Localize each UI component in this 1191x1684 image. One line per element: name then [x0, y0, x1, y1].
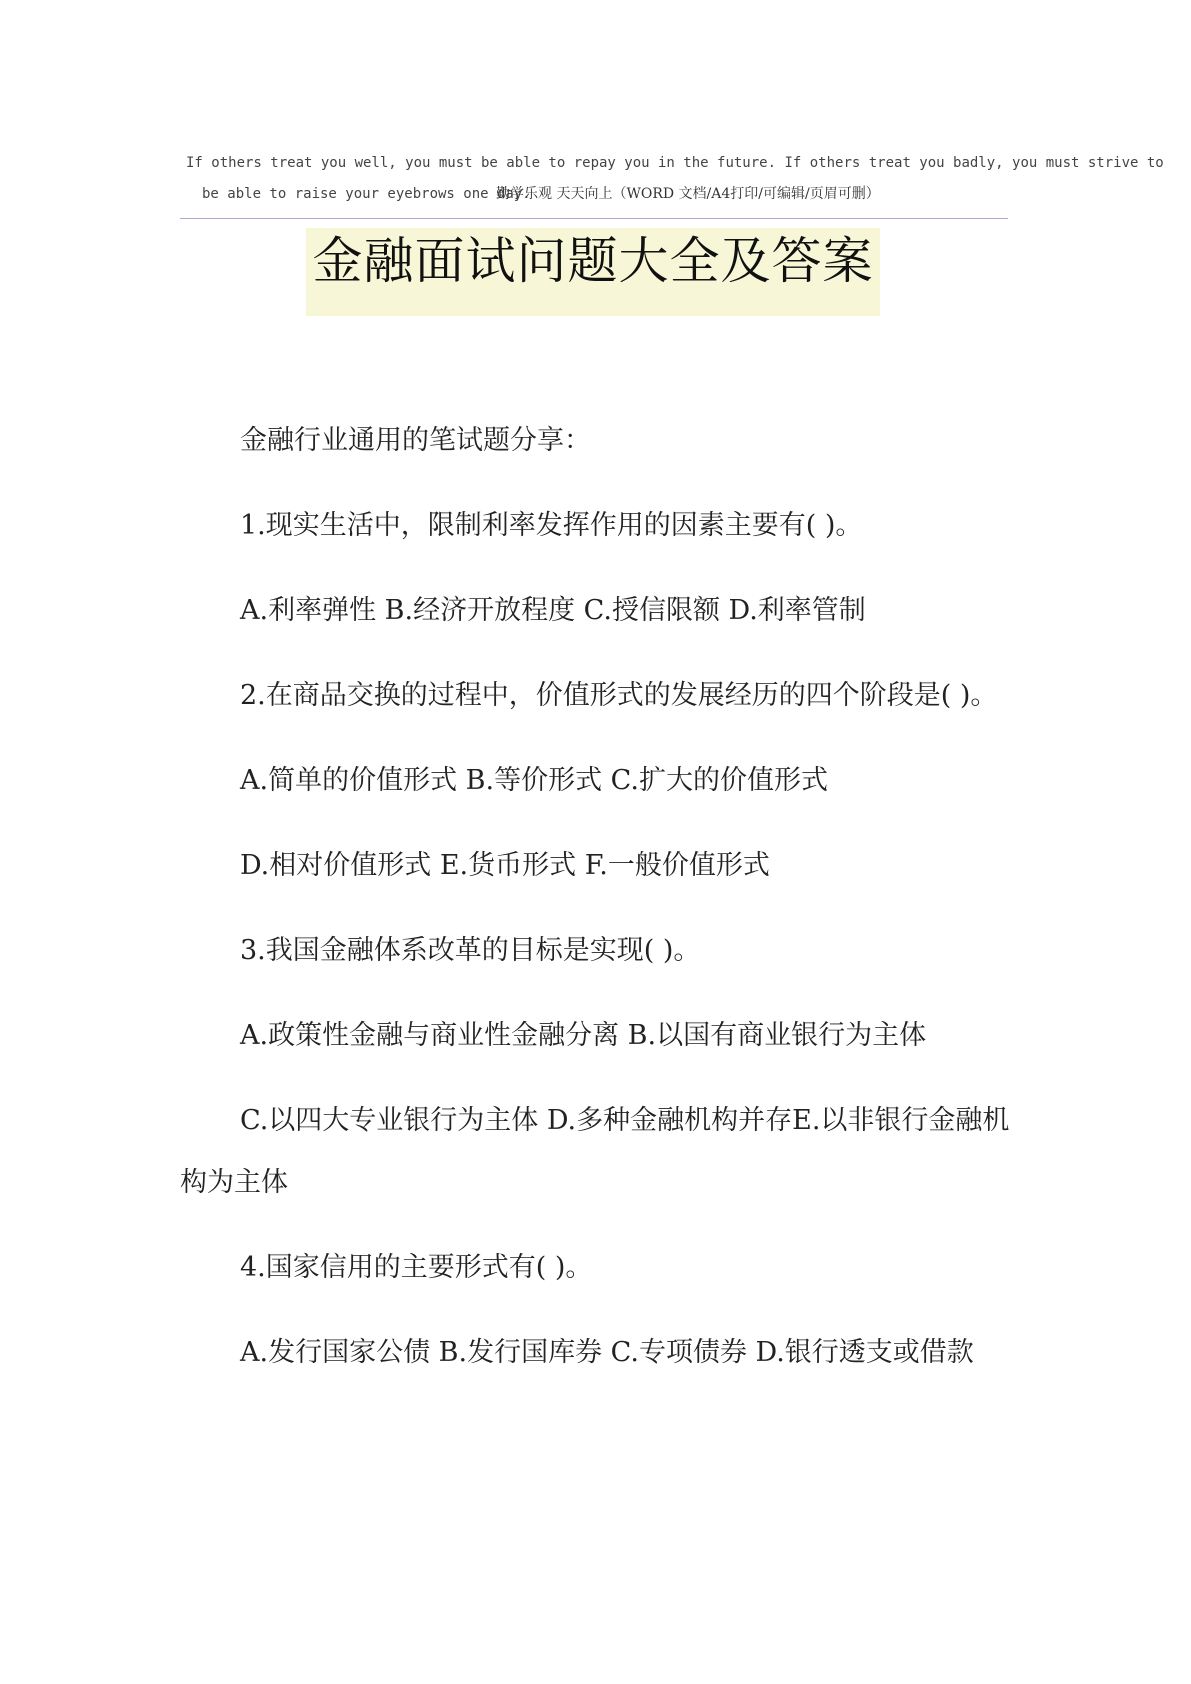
document-title: 金融面试问题大全及答案 — [312, 232, 874, 290]
title-highlight — [306, 228, 880, 316]
header-divider — [180, 218, 1008, 219]
question-2-options-a: A.简单的价值形式 B.等价形式 C.扩大的价值形式 — [240, 765, 828, 796]
document-body — [180, 410, 1020, 1407]
question-2-options-b: D.相对价值形式 E.货币形式 F.一般价值形式 — [240, 850, 770, 881]
header-slogan: 勤学乐观 天天向上（WORD 文档/A4打印/可编辑/页眉可删） — [496, 186, 880, 202]
question-4: 4.国家信用的主要形式有( )。 — [240, 1252, 593, 1283]
header-motto-line-1: If others treat you well, you must be able to repay you in the future. If others treat you badly, you must strive to — [186, 155, 1164, 171]
question-1-options: A.利率弹性 B.经济开放程度 C.授信限额 D.利率管制 — [240, 595, 866, 626]
intro-paragraph: 金融行业通用的笔试题分享： — [240, 425, 591, 456]
question-4-options: A.发行国家公债 B.发行国库券 C.专项债券 D.银行透支或借款 — [240, 1337, 974, 1368]
question-3-options-a: A.政策性金融与商业性金融分离 B.以国有商业银行为主体 — [240, 1020, 927, 1051]
question-2: 2.在商品交换的过程中，价值形式的发展经历的四个阶段是( )。 — [240, 680, 998, 711]
header-motto-line-2: be able to raise your eyebrows one day. — [202, 186, 531, 202]
question-1: 1.现实生活中，限制利率发挥作用的因素主要有( )。 — [240, 510, 863, 541]
question-3: 3.我国金融体系改革的目标是实现( )。 — [240, 935, 701, 966]
question-3-options-b: C.以四大专业银行为主体 D.多种金融机构并存E.以非银行金融机构为主体 — [180, 1105, 1010, 1198]
